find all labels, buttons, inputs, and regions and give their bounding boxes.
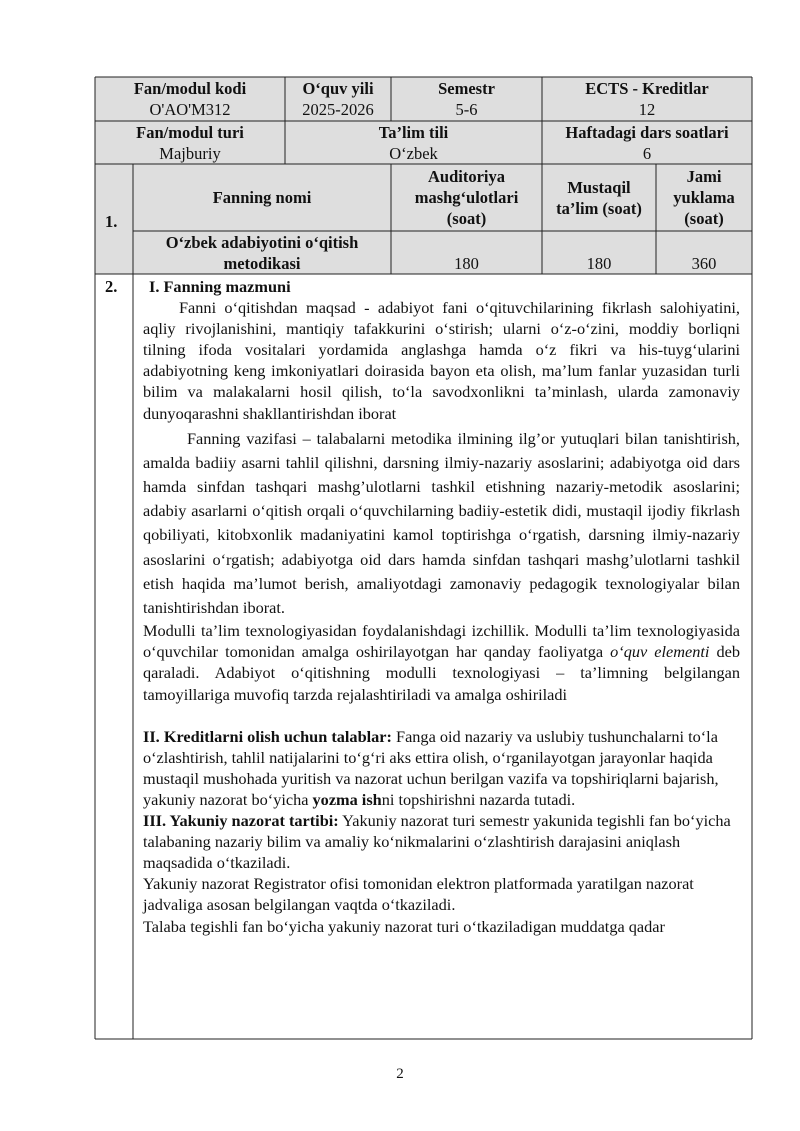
- goal-paragraph: Fanni o‘qitishdan maqsad - adabiyot fani o‘qituvchilarining fikrlash salohiyatini, aqliy rivojlanishini, mantiqiy tafakkurini o‘stirish; ularni o‘z-o‘zini, moddiy borliqni tilning ifoda vositalari yordamida anglashga hamda o‘z fikri va his-tuyg‘ularini adabiyotning keng imkoniyatlari doirasida bayon eta olish, ma’lum fanlar yuzasidan turli bilim va malakalarni hosil qilish, to‘la savodxonlikni ta’minlash, ularda zamonaviy dunyoqarashni shakllantirishdan iborat: [143, 298, 740, 423]
- code-value: O'AO'M312: [149, 100, 231, 119]
- aud-header-line2: mashg‘ulotlari: [414, 188, 519, 207]
- final-control-paragraph: [143, 810, 740, 873]
- name-header: Fanning nomi: [212, 188, 312, 207]
- type-value: Majburiy: [159, 144, 221, 163]
- semester-cell: [391, 78, 542, 120]
- final-control-text: Yakuniy nazorat turi semestr yakunida tegishli fan bo‘yicha talabaning nazariy bilim va amaliy ko‘nikmalarini o‘zlashtirish darajasini aniqlash maqsadida o‘tkaziladi.: [143, 811, 731, 873]
- self-value: 180: [586, 254, 612, 273]
- registrar-paragraph: Yakuniy nazorat Registrator ofisi tomonidan elektron platformada yaratilgan nazorat jadvaliga asosan belgilangan vaqtda o‘tkaziladi.: [143, 874, 694, 915]
- deadline-paragraph: Talaba tegishli fan bo‘yicha yakuniy nazorat turi o‘tkaziladigan muddatga qadar: [143, 916, 665, 936]
- row1-number: 1.: [105, 212, 118, 231]
- code-label: Fan/modul kodi: [133, 79, 247, 98]
- ects-label: ECTS - Kreditlar: [585, 79, 709, 98]
- credits-heading: II. Kreditlarni olish uchun talablar:: [143, 726, 392, 746]
- aud-header-line3: (soat): [446, 209, 487, 228]
- modular-text-em: o‘quv elementi: [610, 642, 710, 662]
- semester-label: Semestr: [438, 79, 495, 98]
- total-header-line2: yuklama: [673, 188, 735, 207]
- total-header: [656, 166, 752, 229]
- self-header: [542, 177, 656, 219]
- aud-header-line1: Auditoriya: [427, 167, 505, 186]
- credits-text-b: ni topshirishni nazarda tutadi.: [381, 789, 576, 809]
- type-label: Fan/modul turi: [136, 123, 244, 142]
- aud-value: 180: [454, 254, 479, 273]
- total-value: 360: [691, 254, 717, 273]
- total-header-line1: Jami: [686, 167, 722, 186]
- language-label: Ta’lim tili: [378, 123, 449, 142]
- modular-paragraph: [143, 620, 740, 704]
- page-number: 2: [396, 1066, 404, 1082]
- self-header-line2: ta’lim (soat): [556, 199, 642, 218]
- credits-paragraph: [143, 726, 740, 810]
- weekly-label: Haftadagi dars soatlari: [565, 123, 729, 142]
- row2-content: [143, 276, 740, 937]
- credits-bold: yozma ish: [312, 789, 382, 809]
- final-control-heading: III. Yakuniy nazorat tartibi:: [143, 811, 339, 831]
- year-label: O‘quv yili: [302, 79, 374, 98]
- year-value: 2025-2026: [302, 100, 374, 119]
- weekly-cell: [542, 122, 752, 164]
- modular-text-b: deb qaraladi. Adabiyot o‘qitishning modulli texnologiyasi – ta’limning belgilangan tamoyillariga muvofiq tarzda rejalashtiriladi va amalga oshiriladi: [143, 642, 741, 704]
- year-cell: [285, 78, 391, 120]
- course-name: [133, 232, 391, 274]
- ects-value: 12: [638, 100, 656, 119]
- semester-value: 5-6: [455, 100, 478, 119]
- self-header-line1: Mustaqil: [567, 178, 631, 197]
- weekly-value: 6: [642, 144, 652, 163]
- type-cell: [95, 122, 285, 164]
- modular-text-a: Modulli ta’lim texnologiyasidan foydalanishdagi izchillik. Modulli ta’lim texnologiyasida o‘quvchilar tomonidan amalga oshirilayotgan har qanday faoliyatga: [143, 621, 740, 662]
- language-cell: [285, 122, 542, 164]
- course-name-line2: metodikasi: [223, 254, 301, 273]
- code-cell: [95, 78, 285, 120]
- row2-number: 2.: [105, 277, 118, 296]
- course-name-line1: O‘zbek adabiyotini o‘qitish: [165, 233, 359, 252]
- section1-heading: I. Fanning mazmuni: [149, 277, 291, 296]
- language-value: O‘zbek: [389, 144, 438, 163]
- credits-text-a: Fanga oid nazariy va uslubiy tushunchalarni to‘la o‘zlashtirish, tahlil natijalarini to‘g‘ri aks ettira olish, o‘rganilayotgan jarayonlar haqida mustaqil mushohada yuritish va nazorat uchun berilgan vazifa va topshiriqlarni bajarish, yakuniy nazorat bo‘yicha: [143, 726, 719, 809]
- total-header-line3: (soat): [684, 209, 724, 228]
- tasks-paragraph: Fanning vazifasi – talabalarni metodika ilmining ilg’or yutuqlari bilan tanishtirish, amalda badiiy asarni tahlil qilishni, darsning ilmiy-nazariy asoslarini; adabiyotga oid dars hamda sinfdan tashqari mashg’ulotlarni tashkil etishning nazariy-metodik asoslarini; adabiy asarlarni o‘qitish orqali o‘quvchilarning badiiy-estetik didi, mustaqil ijodiy fikrlash qobiliyati, kitobxonlik madaniyatini kamol toptirishga o‘rgatish, darsning ilmiy-nazariy asoslarini o‘rgatish; adabiyotga oid dars hamda sinfdan tashqari mashg’ulotlarni tashkil etish haqida ma’lumot berish, amaliyotdagi zamonaviy pedagogik texnologiyalar bilan tanishtirishdan iborat.: [143, 428, 740, 618]
- ects-cell: [542, 78, 752, 120]
- aud-header: [391, 166, 542, 229]
